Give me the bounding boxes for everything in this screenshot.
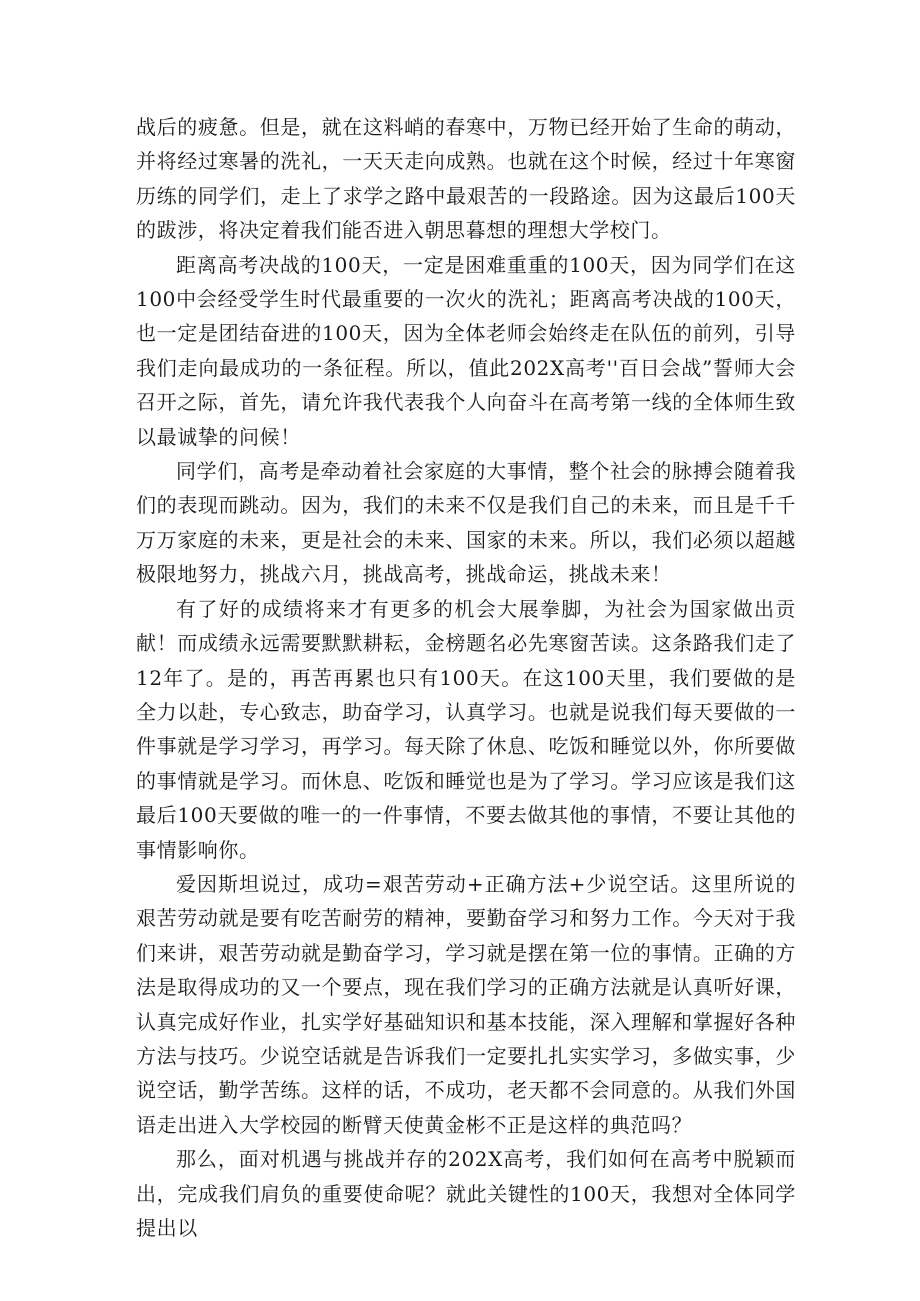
paragraph-6: 那么，面对机遇与挑战并存的202X高考，我们如何在高考中脱颖而出，完成我们肩负的重要使命呢？就此关键性的100天，我想对全体同学提出以 — [136, 1147, 796, 1240]
paragraph-4: 有了好的成绩将来才有更多的机会大展拳脚，为社会为国家做出贡献！而成绩永远需要默默耕耘，金榜题名必先寒窗苦读。这条路我们走了12年了。是的，再苦再累也只有100天。在这100天里，我们要做的是全力以赴，专心致志，助奋学习，认真学习。也就是说我们每天要做的一件事就是学习学习，再学习。每天除了休息、吃饭和睡觉以外，你所要做的事情就是学习。而休息、吃饭和睡觉也是为了学习。学习应该是我们这最后100天要做的唯一的一件事情，不要去做其他的事情，不要让其他的事情影响你。 — [136, 596, 796, 862]
document-body — [136, 110, 796, 1245]
paragraph-2: 距离高考决战的100天，一定是困难重重的100天，因为同学们在这100中会经受学生时代最重要的一次火的洗礼；距离高考决战的100天，也一定是团结奋进的100天，因为全体老师会始终走在队伍的前列，引导我们走向最成功的一条征程。所以，值此202X高考''百日会战”誓师大会召开之际，首先，请允许我代表我个人向奋斗在高考第一线的全体师生致以最诚挚的问候！ — [136, 252, 796, 449]
paragraph-3: 同学们，高考是牵动着社会家庭的大事情，整个社会的脉搏会随着我们的表现而跳动。因为，我们的未来不仅是我们自己的未来，而且是千千万万家庭的未来，更是社会的未来、国家的未来。所以，我们必须以超越极限地努力，挑战六月，挑战高考，挑战命运，挑战未来！ — [136, 459, 796, 587]
paragraph-5: 爱因斯坦说过，成功=艰苦劳动+正确方法+少说空话。这里所说的艰苦劳动就是要有吃苦耐劳的精神，要勤奋学习和努力工作。今天对于我们来讲，艰苦劳动就是勤奋学习，学习就是摆在第一位的事情。正确的方法是取得成功的又一个要点，现在我们学习的正确方法就是认真听好课，认真完成好作业，扎实学好基础知识和基本技能，深入理解和掌握好各种方法与技巧。少说空话就是告诉我们一定要扎扎实实学习，多做实事，少说空话，勤学苦练。这样的话，不成功，老天都不会同意的。从我们外国语走出进入大学校园的断臂天使黄金彬不正是这样的典范吗？ — [136, 871, 796, 1137]
paragraph-1: 战后的疲惫。但是，就在这料峭的春寒中，万物已经开始了生命的萌动，并将经过寒暑的洗礼，一天天走向成熟。也就在这个时候，经过十年寒窗历练的同学们，走上了求学之路中最艰苦的一段路途。因为这最后100天的跋涉，将决定着我们能否进入朝思暮想的理想大学校门。 — [136, 115, 796, 243]
